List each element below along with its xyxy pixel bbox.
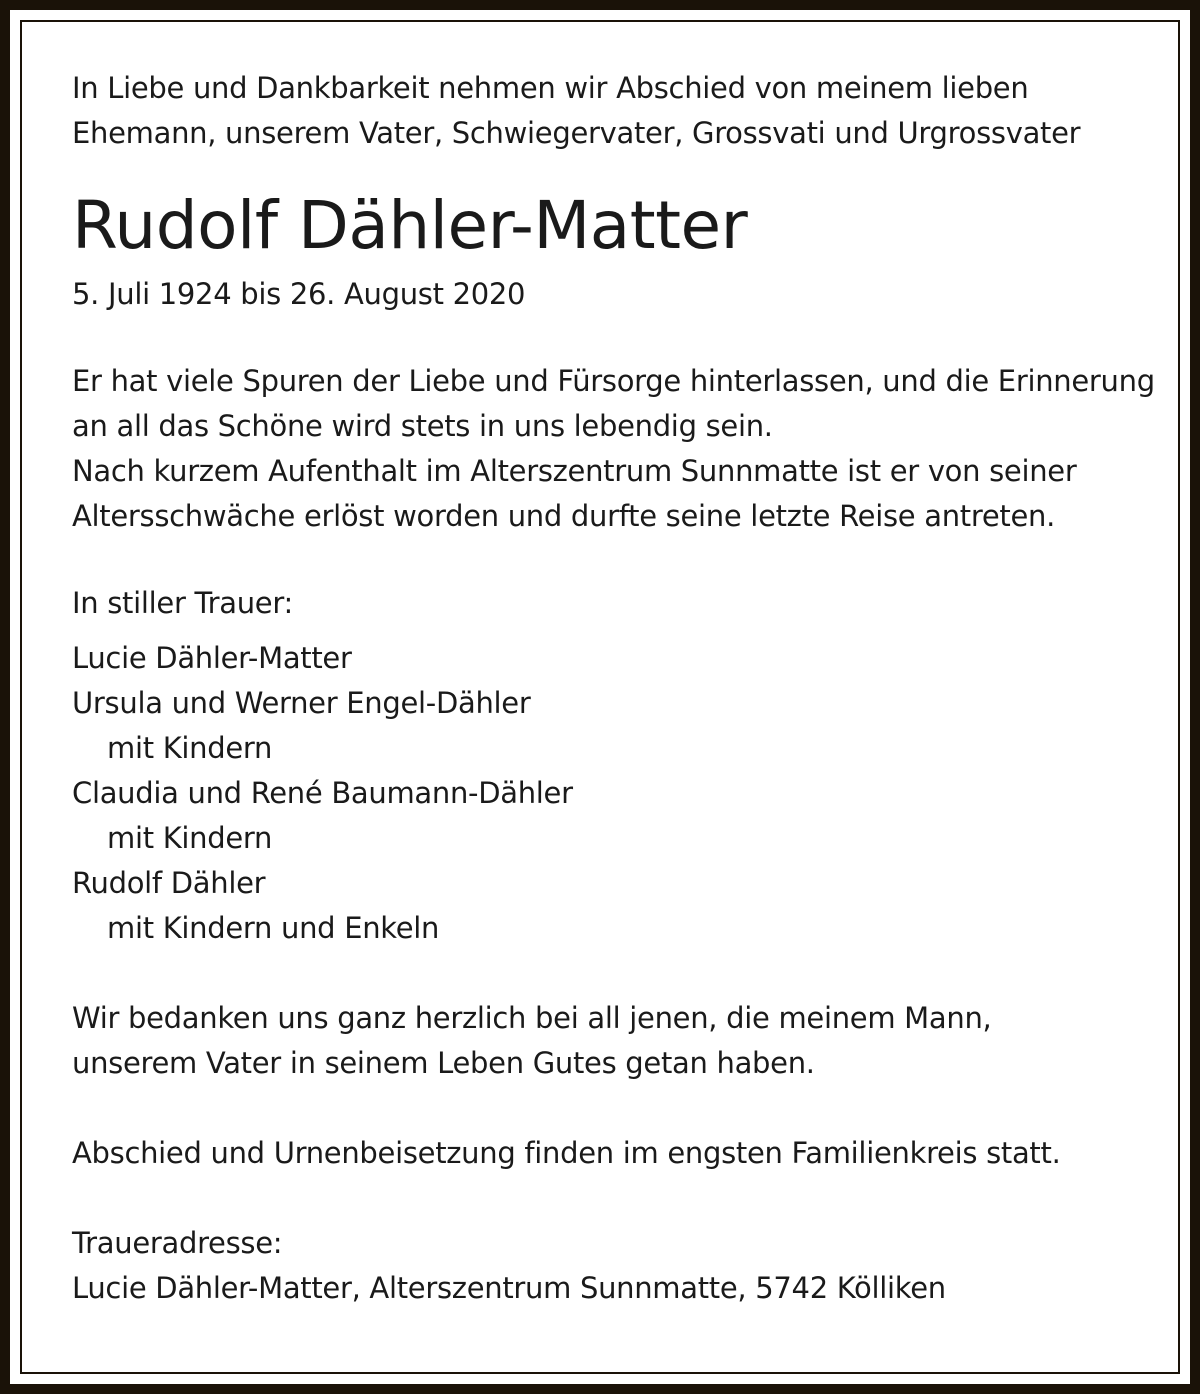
thanks-line-1: Wir bedanken uns ganz herzlich bei all jenen, die meinem Mann, xyxy=(72,1001,992,1035)
message-line-2: an all das Schöne wird stets in uns lebendig sein. xyxy=(72,409,773,443)
intro-line-2: Ehemann, unserem Vater, Schwiegervater, Grossvati und Urgrossvater xyxy=(72,116,1081,150)
mourner-subline: mit Kindern und Enkeln xyxy=(107,911,440,945)
message-line-1: Er hat viele Spuren der Liebe und Fürsorge hinterlassen, und die Erinnerung xyxy=(72,364,1155,398)
mourner-name: Claudia und René Baumann-Dähler xyxy=(72,776,573,810)
intro-line-1: In Liebe und Dankbarkeit nehmen wir Abschied von meinem lieben xyxy=(72,71,1029,105)
mourner-subline: mit Kindern xyxy=(107,821,273,855)
mourners-heading: In stiller Trauer: xyxy=(72,586,293,620)
mourner-name: Lucie Dähler-Matter xyxy=(72,641,352,675)
address-line: Lucie Dähler-Matter, Alterszentrum Sunnmatte, 5742 Kölliken xyxy=(72,1271,946,1305)
address-heading: Traueradresse: xyxy=(72,1226,283,1260)
mourner-name: Ursula und Werner Engel-Dähler xyxy=(72,686,531,720)
deceased-name: Rudolf Dähler-Matter xyxy=(72,187,748,264)
mourner-name: Rudolf Dähler xyxy=(72,866,266,900)
message-line-4: Altersschwäche erlöst worden und durfte seine letzte Reise antreten. xyxy=(72,499,1056,533)
obituary-content xyxy=(72,66,1172,1311)
message-line-3: Nach kurzem Aufenthalt im Alterszentrum Sunnmatte ist er von seiner xyxy=(72,454,1077,488)
life-dates: 5. Juli 1924 bis 26. August 2020 xyxy=(72,277,526,311)
thanks-line-2: unserem Vater in seinem Leben Gutes getan haben. xyxy=(72,1046,815,1080)
mourner-subline: mit Kindern xyxy=(107,731,273,765)
obituary-card xyxy=(10,10,1190,1384)
ceremony-line: Abschied und Urnenbeisetzung finden im engsten Familienkreis statt. xyxy=(72,1136,1061,1170)
